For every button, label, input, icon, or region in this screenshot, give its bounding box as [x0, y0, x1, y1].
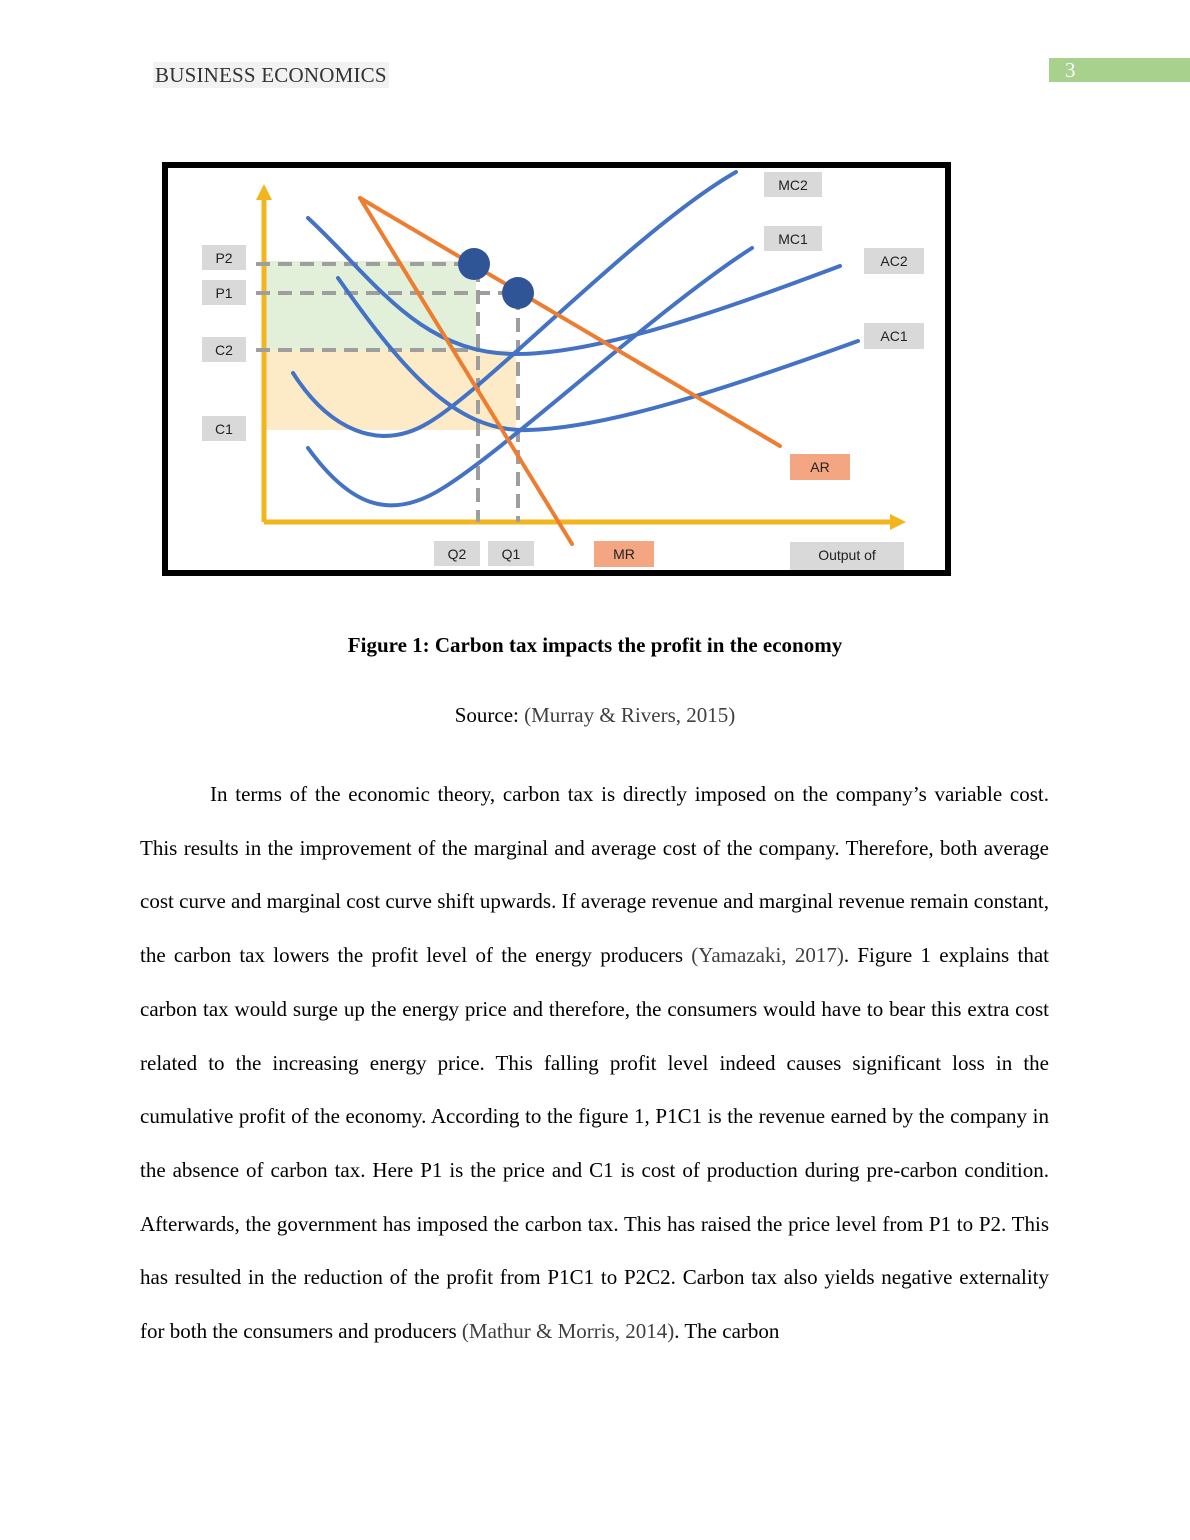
- label-p2-text: P2: [215, 250, 233, 266]
- body-paragraph: [140, 768, 1049, 1359]
- y-axis-arrow: [256, 184, 272, 200]
- label-mr: [594, 541, 654, 567]
- label-p2: [202, 245, 246, 270]
- label-ac1: [864, 323, 924, 349]
- running-header: BUSINESS ECONOMICS: [155, 63, 387, 87]
- label-ac2: [864, 248, 924, 274]
- citation-mathur-morris: (Mathur & Morris, 2014): [461, 1319, 675, 1344]
- equilibrium-point-p2: [458, 248, 490, 280]
- label-mc2: [764, 172, 822, 197]
- label-output-text: Output of: [818, 547, 876, 563]
- source-prefix: Source:: [454, 703, 525, 727]
- label-q2-text: Q2: [447, 546, 467, 562]
- label-ar: [790, 454, 850, 480]
- body-text-part-2: . Figure 1 explains that carbon tax would surge up the energy price and therefore, the consumers would have to bear this extra cost related to the increasing energy price. This falling profit level indeed causes significant loss in the cumulative profit of the economy. According to the figure 1, P1C1 is the revenue earned by the company in the absence of carbon tax. Here P1 is the price and C1 is cost of production during pre-carbon condition. Afterwards, the government has imposed the carbon tax. This has raised the price level from P1 to P2. This has resulted in the reduction of the profit from P1C1 to P2C2. Carbon tax also yields negative externality for both the consumers and producers: [140, 943, 1049, 1344]
- label-ac2-text: AC2: [880, 253, 908, 269]
- label-ac1-text: AC1: [880, 328, 908, 344]
- citation-yamazaki: (Yamazaki, 2017): [691, 943, 844, 968]
- label-c2: [202, 337, 246, 362]
- label-output: [790, 542, 904, 570]
- label-p1-text: P1: [215, 285, 233, 301]
- label-q1-text: Q1: [501, 546, 521, 562]
- label-q2: [434, 541, 480, 566]
- label-q1: [488, 541, 534, 566]
- label-c2-text: C2: [215, 342, 233, 358]
- label-c1: [202, 416, 246, 441]
- figure-diagram: [168, 168, 945, 570]
- label-p1: [202, 280, 246, 305]
- label-c1-text: C1: [215, 421, 233, 437]
- equilibrium-point-p1: [502, 277, 534, 309]
- label-mc1-text: MC1: [778, 231, 808, 247]
- x-axis-arrow: [890, 514, 906, 530]
- figure-caption: Figure 1: Carbon tax impacts the profit in the economy: [347, 633, 843, 657]
- figure-carbon-tax: [162, 162, 951, 576]
- label-mc2-text: MC2: [778, 177, 808, 193]
- label-mc1: [764, 226, 822, 251]
- label-mr-text: MR: [613, 546, 635, 562]
- page-number: 3: [1049, 58, 1190, 82]
- body-text-part-3: . The carbon: [674, 1319, 780, 1344]
- label-ar-text: AR: [810, 459, 830, 475]
- source-citation: (Murray & Rivers, 2015): [524, 703, 736, 727]
- body-text-part-1: In terms of the economic theory, carbon tax is directly imposed on the company’s variable cost. This results in the improvement of the marginal and average cost of the company. Therefore, both average cost curve and marginal cost curve shift upwards. If average revenue and marginal revenue remain constant, the carbon tax lowers the profit level of the energy producers: [140, 782, 1049, 968]
- figure-source: [0, 703, 1190, 728]
